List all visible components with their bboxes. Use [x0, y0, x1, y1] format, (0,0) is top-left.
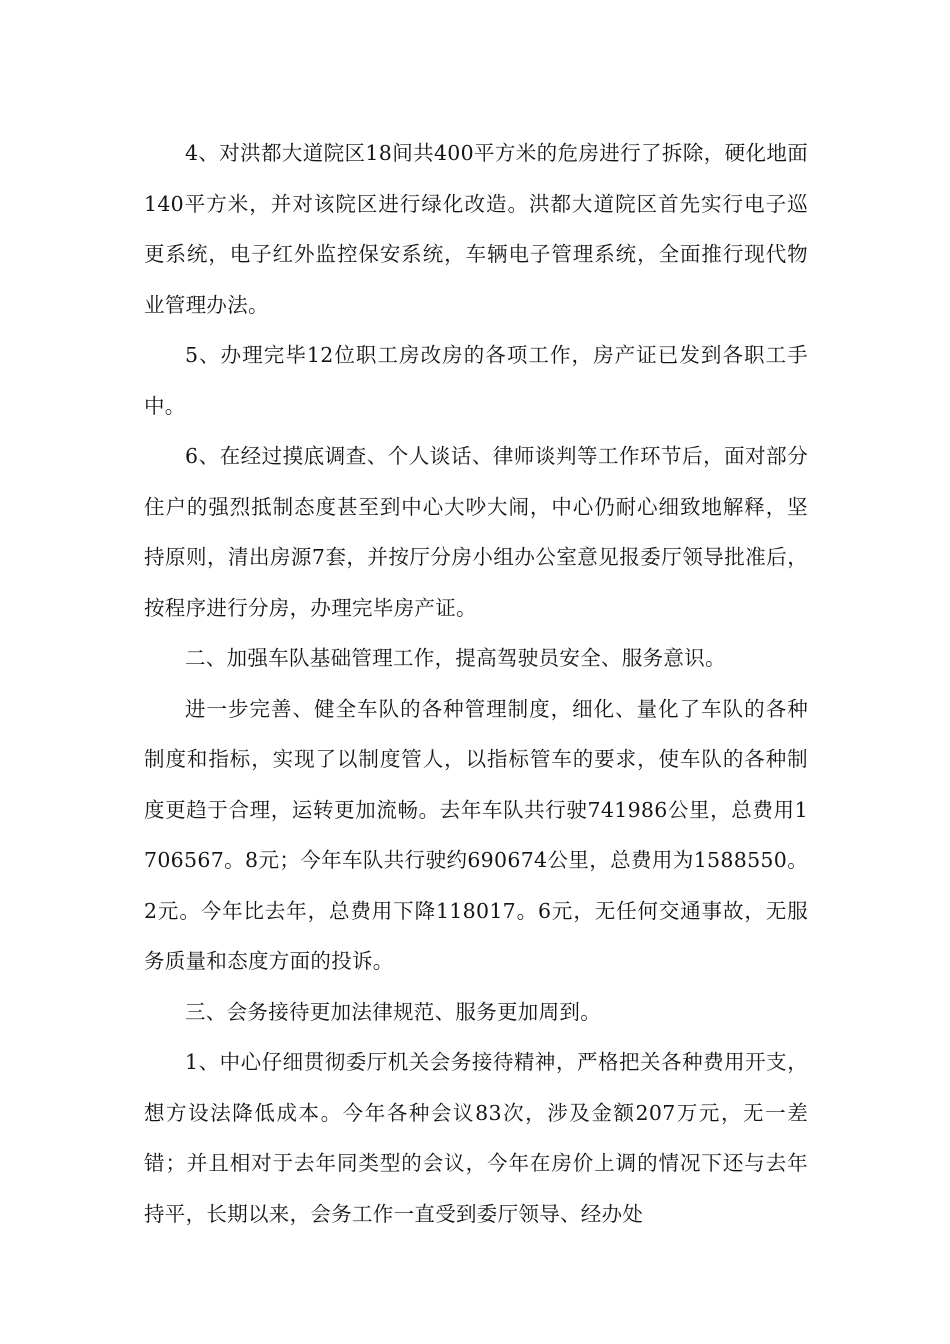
paragraph-item-4: 4、对洪都大道院区18间共400平方米的危房进行了拆除，硬化地面140平方米，并对该院区进行绿化改造。洪都大道院区首先实行电子巡更系统，电子红外监控保安系统，车辆电子管理系统，全面推行现代物业管理办法。 — [144, 141, 808, 317]
paragraph-conference-1: 1、中心仔细贯彻委厅机关会务接待精神，严格把关各种费用开支，想方设法降低成本。今年各种会议83次，涉及金额207万元，无一差错；并且相对于去年同类型的会议，今年在房价上调的情况下还与去年持平，长期以来，会务工作一直受到委厅领导、经办处 — [144, 1050, 808, 1226]
document-body — [144, 128, 808, 1239]
paragraph-item-6: 6、在经过摸底调查、个人谈话、律师谈判等工作环节后，面对部分住户的强烈抵制态度甚至到中心大吵大闹，中心仍耐心细致地解释，坚持原则，清出房源7套，并按厅分房小组办公室意见报委厅领导批准后，按程序进行分房，办理完毕房产证。 — [144, 444, 808, 620]
paragraph-item-5: 5、办理完毕12位职工房改房的各项工作，房产证已发到各职工手中。 — [144, 343, 808, 418]
section-heading-3: 三、会务接待更加法律规范、服务更加周到。 — [185, 999, 601, 1024]
paragraph-fleet-management: 进一步完善、健全车队的各种管理制度，细化、量化了车队的各种制度和指标，实现了以制度管人，以指标管车的要求，使车队的各种制度更趋于合理，运转更加流畅。去年车队共行驶741986公里，总费用1706567。8元；今年车队共行驶约690674公里，总费用为1588550。2元。今年比去年，总费用下降118017。6元，无任何交通事故，无服务质量和态度方面的投诉。 — [144, 696, 808, 973]
section-heading-2: 二、加强车队基础管理工作，提高驾驶员安全、服务意识。 — [185, 646, 726, 670]
